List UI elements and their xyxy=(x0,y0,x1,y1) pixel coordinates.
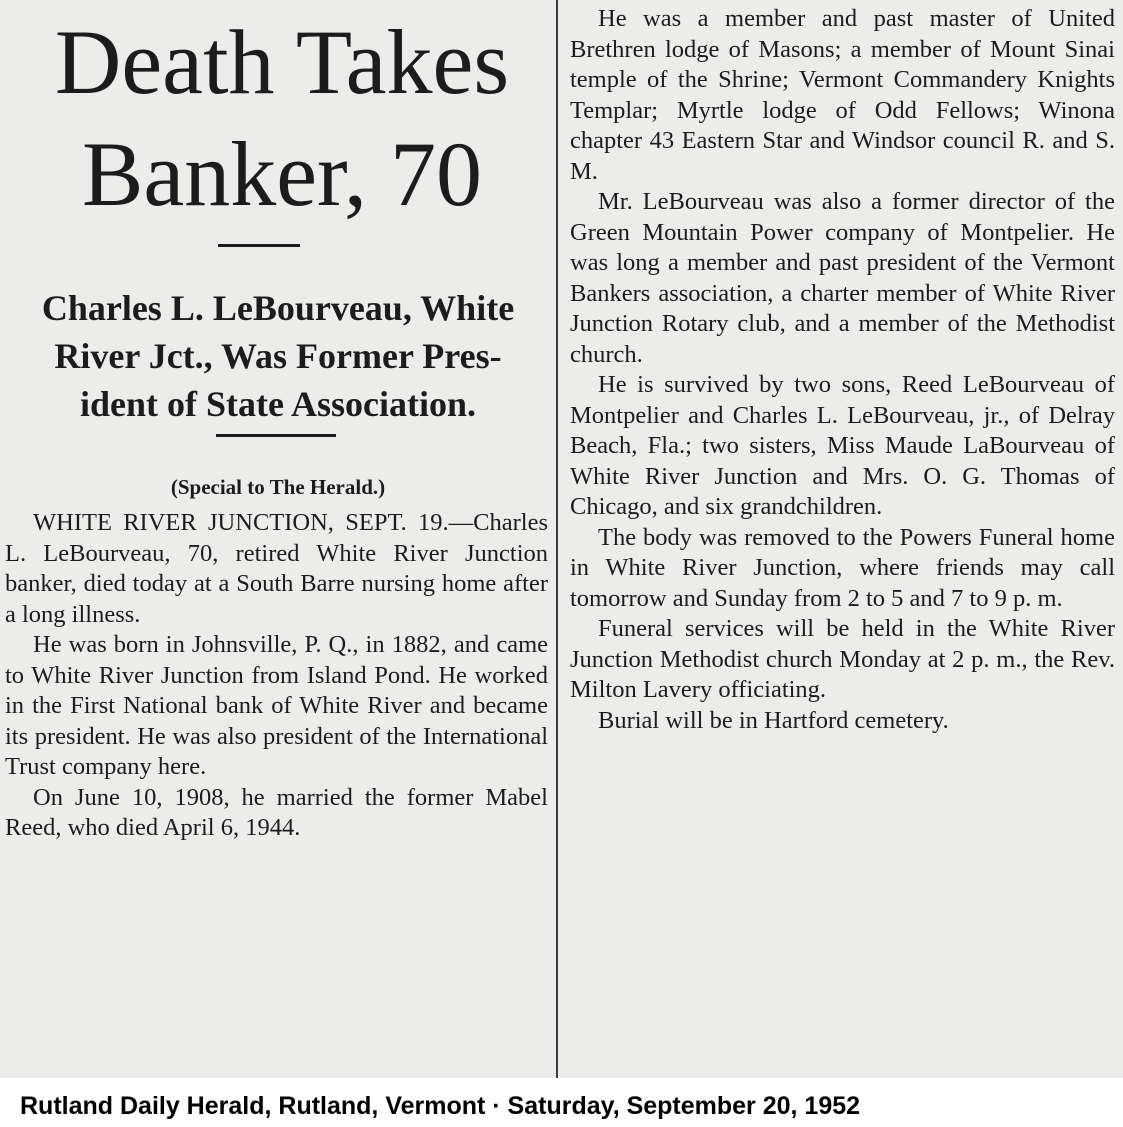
article-paragraph: Burial will be in Hartford cemetery. xyxy=(598,706,949,734)
source-caption: Rutland Daily Herald, Rutland, Vermont · Saturday, September 20, 1952 xyxy=(20,1092,861,1120)
article-paragraph: The body was removed to the Powers Funeral home in White River Junction, where friends may call tomorrow and Sunday from 2 to 5 and 7 to 9 p. m. xyxy=(570,523,1115,612)
deck-line-1: Charles L. LeBourveau, White xyxy=(41,288,515,328)
article-paragraph-text: 19.—Charles L. LeBourveau, 70, retired White River Junction banker, died today at a South Barre nursing home after a long illness. xyxy=(5,509,549,628)
article-paragraph: He is survived by two sons, Reed LeBourveau of Montpelier and Charles L. LeBourveau, jr., of Delray Beach, Fla.; two sisters, Miss Maude LaBourveau of White River Junction and Mrs. O. G. Thomas of Chicago, and six grandchildren. xyxy=(570,371,1115,520)
article-column-left xyxy=(5,508,548,844)
dateline: WHITE RIVER JUNCTION, SEPT. xyxy=(33,509,407,536)
headline-line-1: Death Takes xyxy=(54,11,510,113)
headline-divider xyxy=(218,244,300,247)
headline-line-2: Banker, 70 xyxy=(82,123,482,225)
article-column-right xyxy=(570,4,1115,736)
subheadline xyxy=(0,284,556,428)
article-paragraph: Funeral services will be held in the White River Junction Methodist church Monday at 2 p. m., the Rev. Milton Lavery officiating. xyxy=(570,615,1115,703)
headline xyxy=(22,6,542,230)
deck-divider xyxy=(216,434,336,437)
article-paragraph: Mr. LeBourveau was also a former director of the Green Mountain Power company of Montpelier. He was long a member and past president of the Vermont Bankers association, a charter member of White River Junction Rotary club, and a member of the Methodist church. xyxy=(570,188,1115,368)
deck-line-3: ident of State Association. xyxy=(80,384,476,424)
article-paragraph xyxy=(5,508,548,630)
credit-line: (Special to The Herald.) xyxy=(170,475,386,499)
article-paragraph: He was a member and past master of United Brethren lodge of Masons; a member of Mount Sinai temple of the Shrine; Vermont Commandery Knights Templar; Myrtle lodge of Odd Fellows; Winona chapter 43 Eastern Star and Windsor council R. and S. M. xyxy=(570,5,1115,185)
deck-line-2: River Jct., Was Former Pres- xyxy=(54,336,502,376)
article-paragraph: He was born in Johnsville, P. Q., in 1882, and came to White River Junction from Island Pond. He worked in the First National bank of White River and became its president. He was also president of the International Trust company here. xyxy=(5,631,548,780)
column-rule xyxy=(556,0,558,1078)
article-paragraph: On June 10, 1908, he married the former Mabel Reed, who died April 6, 1944. xyxy=(5,783,548,841)
